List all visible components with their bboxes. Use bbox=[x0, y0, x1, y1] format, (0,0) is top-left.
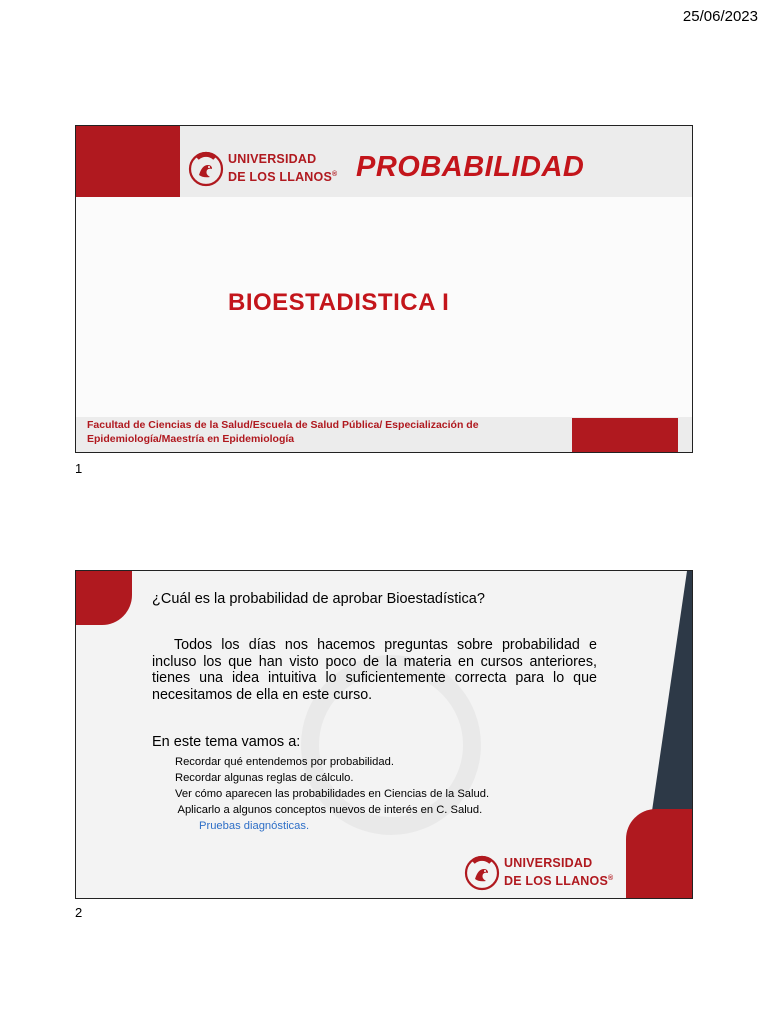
theme-intro: En este tema vamos a: bbox=[152, 734, 301, 750]
logo-line-1: UNIVERSIDAD bbox=[504, 856, 593, 871]
slide-subtitle: BIOESTADISTICA I bbox=[228, 289, 450, 316]
navy-stripe bbox=[652, 571, 692, 811]
list-item: Ver cómo aparecen las probabilidades en Ciencias de la Salud. bbox=[175, 788, 490, 800]
slide-number-2: 2 bbox=[75, 905, 83, 920]
slide-number-1: 1 bbox=[75, 461, 83, 476]
logo-line-2: DE LOS LLANOS bbox=[504, 874, 608, 889]
diagnostic-tests-link[interactable]: Pruebas diagnósticas. bbox=[199, 820, 310, 832]
list-item: Aplicarlo a algunos conceptos nuevos de interés en C. Salud. bbox=[175, 804, 483, 816]
header-red-block bbox=[76, 126, 180, 197]
registered-mark: ® bbox=[608, 875, 614, 883]
slide-question: ¿Cuál es la probabilidad de aprobar Bioestadística? bbox=[152, 591, 485, 607]
print-date: 25/06/2023 bbox=[682, 8, 758, 25]
university-logo bbox=[464, 855, 613, 891]
registered-mark: ® bbox=[332, 171, 338, 179]
red-corner-top-left bbox=[76, 571, 132, 625]
faculty-line-1: Facultad de Ciencias de la Salud/Escuela de Salud Pública/ Especialización de bbox=[87, 419, 479, 431]
list-item: Recordar algunas reglas de cálculo. bbox=[175, 772, 354, 784]
university-logo bbox=[188, 151, 337, 187]
red-corner-bottom-right bbox=[626, 809, 692, 899]
slide-1 bbox=[75, 125, 693, 453]
intro-paragraph-text: Todos los días nos hacemos preguntas sobre probabilidad e incluso los que han visto poco de la materia en cursos anteriores, tienes una idea intuitiva lo suficientemente correcta para lo que necesitamos de ella en este curso. bbox=[152, 637, 597, 703]
unillanos-seal-icon bbox=[464, 855, 500, 891]
list-item: Recordar qué entendemos por probabilidad. bbox=[175, 756, 394, 768]
intro-paragraph bbox=[152, 637, 597, 703]
slide-title: PROBABILIDAD bbox=[356, 151, 585, 183]
unillanos-seal-icon bbox=[188, 151, 224, 187]
slide-2 bbox=[75, 570, 693, 899]
footer-red-block bbox=[572, 418, 678, 453]
logo-line-2: DE LOS LLANOS bbox=[228, 170, 332, 185]
faculty-line-2: Epidemiología/Maestría en Epidemiología bbox=[87, 433, 295, 445]
logo-line-1: UNIVERSIDAD bbox=[228, 152, 317, 167]
faculty-footer bbox=[87, 418, 557, 446]
topic-list bbox=[175, 754, 489, 834]
